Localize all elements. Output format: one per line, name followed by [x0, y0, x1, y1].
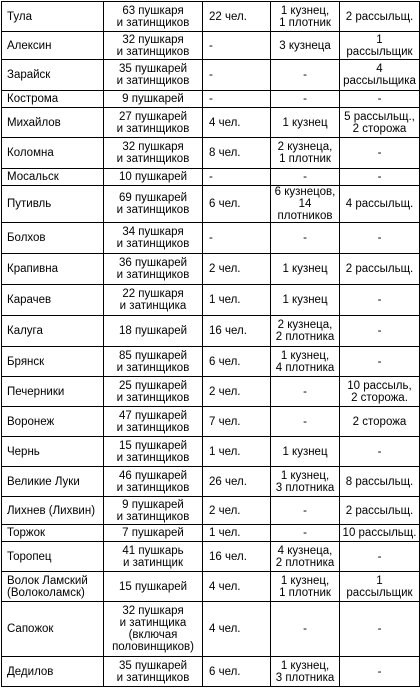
gunners-cell: 36 пушкарей и затинщиков	[104, 254, 203, 285]
table-row	[2, 602, 420, 657]
table-row	[2, 657, 420, 687]
people-cell: -	[203, 169, 271, 186]
people-cell: 22 чел.	[203, 2, 271, 32]
messengers-cell: -	[340, 657, 420, 687]
craftsmen-cell: 1 кузнец, 4 плотника	[271, 347, 340, 377]
city-cell: Алексин	[2, 32, 104, 60]
messengers-cell: 5 рассыльщ., 2 сторожа	[340, 108, 420, 138]
people-cell: 26 чел.	[203, 467, 271, 497]
city-cell: Карачев	[2, 285, 104, 316]
city-cell: Чернь	[2, 437, 104, 467]
people-cell: 2 чел.	[203, 497, 271, 525]
people-cell: -	[203, 91, 271, 108]
city-cell: Болхов	[2, 223, 104, 254]
table-row	[2, 2, 420, 32]
gunners-cell: 32 пушкаря и затинщиков	[104, 138, 203, 169]
people-cell: 6 чел.	[203, 657, 271, 687]
gunners-cell: 41 пушкарь и затинщик	[104, 542, 203, 572]
craftsmen-cell: 4 кузнеца, 2 плотника	[271, 542, 340, 572]
table-row	[2, 138, 420, 169]
city-cell: Дедилов	[2, 657, 104, 687]
messengers-cell: 2 рассыльщ.	[340, 254, 420, 285]
craftsmen-cell: -	[271, 169, 340, 186]
craftsmen-cell: 1 кузнец, 1 плотник	[271, 2, 340, 32]
table-row	[2, 525, 420, 542]
gunners-cell: 35 пушкарей и затинщиков	[104, 60, 203, 91]
gunners-cell: 18 пушкарей	[104, 316, 203, 347]
craftsmen-cell: -	[271, 407, 340, 437]
messengers-cell: -	[340, 347, 420, 377]
messengers-cell: 2 рассыльщ.	[340, 2, 420, 32]
table-row	[2, 437, 420, 467]
people-cell: 2 чел.	[203, 377, 271, 407]
messengers-cell: -	[340, 316, 420, 347]
people-cell: -	[203, 60, 271, 91]
gunners-cell: 15 пушкарей	[104, 572, 203, 602]
table-row	[2, 108, 420, 138]
gunners-cell: 25 пушкарей и затинщиков	[104, 377, 203, 407]
people-cell: -	[203, 32, 271, 60]
messengers-cell: -	[340, 285, 420, 316]
gunners-cell: 22 пушкаря и затинщика	[104, 285, 203, 316]
people-cell: 16 чел.	[203, 316, 271, 347]
gunners-cell: 32 пушкаря и затинщиков	[104, 32, 203, 60]
people-cell: 4 чел.	[203, 572, 271, 602]
table-row	[2, 572, 420, 602]
gunners-cell: 47 пушкарей и затинщиков	[104, 407, 203, 437]
gunners-cell: 35 пушкарей и затинщиков	[104, 657, 203, 687]
table-row	[2, 316, 420, 347]
table-row	[2, 467, 420, 497]
messengers-cell: -	[340, 169, 420, 186]
gunners-cell: 46 пушкарей и затинщиков	[104, 467, 203, 497]
messengers-cell: 10 рассыльщ.	[340, 525, 420, 542]
craftsmen-cell: -	[271, 91, 340, 108]
gunners-cell: 34 пушкаря и затинщиков	[104, 223, 203, 254]
city-cell: Зарайск	[2, 60, 104, 91]
craftsmen-cell: -	[271, 223, 340, 254]
people-cell: 8 чел.	[203, 138, 271, 169]
messengers-cell: 4 рассыльщика	[340, 60, 420, 91]
table-row	[2, 542, 420, 572]
people-cell: 6 чел.	[203, 347, 271, 377]
city-cell: Торжок	[2, 525, 104, 542]
craftsmen-cell: 6 кузнецов, 14 плотников	[271, 186, 340, 223]
craftsmen-cell: 3 кузнеца	[271, 32, 340, 60]
gunners-cell: 63 пушкаря и затинщиков	[104, 2, 203, 32]
city-cell: Воронеж	[2, 407, 104, 437]
table-body	[2, 2, 420, 687]
city-cell: Путивль	[2, 186, 104, 223]
people-cell: 1 чел.	[203, 525, 271, 542]
table-row	[2, 285, 420, 316]
table-row	[2, 32, 420, 60]
city-cell: Печерники	[2, 377, 104, 407]
city-cell: Мосальск	[2, 169, 104, 186]
messengers-cell: 2 сторожа	[340, 407, 420, 437]
people-cell: 7 чел.	[203, 407, 271, 437]
table-row	[2, 91, 420, 108]
craftsmen-cell: 1 кузнец, 1 плотник	[271, 572, 340, 602]
messengers-cell: -	[340, 602, 420, 657]
people-cell: 16 чел.	[203, 542, 271, 572]
gunners-cell: 7 пушкарей	[104, 525, 203, 542]
craftsmen-cell: 1 кузнец	[271, 108, 340, 138]
craftsmen-cell: 1 кузнец	[271, 254, 340, 285]
gunners-cell: 32 пушкаря и затинщика (включая половинщиков)	[104, 602, 203, 657]
table-row	[2, 254, 420, 285]
city-cell: Калуга	[2, 316, 104, 347]
people-cell: 4 чел.	[203, 108, 271, 138]
messengers-cell: -	[340, 437, 420, 467]
messengers-cell: 1 рассыльщик	[340, 572, 420, 602]
city-cell: Великие Луки	[2, 467, 104, 497]
table-row	[2, 169, 420, 186]
messengers-cell: 4 рассыльщ.	[340, 186, 420, 223]
craftsmen-cell: 1 кузнец	[271, 437, 340, 467]
people-cell: 6 чел.	[203, 186, 271, 223]
messengers-cell: -	[340, 542, 420, 572]
gunners-cell: 10 пушкарей	[104, 169, 203, 186]
craftsmen-cell: -	[271, 602, 340, 657]
craftsmen-cell: 1 кузнец, 3 плотника	[271, 657, 340, 687]
messengers-cell: -	[340, 223, 420, 254]
people-cell: 4 чел.	[203, 602, 271, 657]
gunners-cell: 85 пушкарей и затинщиков	[104, 347, 203, 377]
table-row	[2, 377, 420, 407]
table-row	[2, 223, 420, 254]
gunners-cell: 69 пушкарей и затинщиков	[104, 186, 203, 223]
table-row	[2, 186, 420, 223]
table-row	[2, 347, 420, 377]
messengers-cell: 2 рассыльщ.	[340, 497, 420, 525]
city-cell: Сапожок	[2, 602, 104, 657]
craftsmen-cell: -	[271, 497, 340, 525]
messengers-cell: -	[340, 138, 420, 169]
table-row	[2, 497, 420, 525]
city-cell: Кострома	[2, 91, 104, 108]
messengers-cell: 10 рассыль, 2 сторожа.	[340, 377, 420, 407]
messengers-cell: -	[340, 91, 420, 108]
gunners-cell: 9 пушкарей	[104, 91, 203, 108]
city-cell: Коломна	[2, 138, 104, 169]
craftsmen-cell: -	[271, 60, 340, 91]
craftsmen-cell: 1 кузнец, 3 плотника	[271, 467, 340, 497]
city-cell: Тула	[2, 2, 104, 32]
craftsmen-cell: -	[271, 377, 340, 407]
craftsmen-cell: 1 кузнец	[271, 285, 340, 316]
people-cell: 1 чел.	[203, 285, 271, 316]
craftsmen-cell: 2 кузнеца, 1 плотник	[271, 138, 340, 169]
messengers-cell: 1 рассыльщик	[340, 32, 420, 60]
table-row	[2, 407, 420, 437]
gunners-cell: 9 пушкарей и затинщиков	[104, 497, 203, 525]
city-cell: Лихнев (Лихвин)	[2, 497, 104, 525]
city-cell: Михайлов	[2, 108, 104, 138]
people-cell: 2 чел.	[203, 254, 271, 285]
city-cell: Крапивна	[2, 254, 104, 285]
city-cell: Волок Ламский (Волоколамск)	[2, 572, 104, 602]
city-cell: Брянск	[2, 347, 104, 377]
gunners-cell: 27 пушкарей и затинщиков	[104, 108, 203, 138]
garrison-table	[1, 1, 420, 687]
table-row	[2, 60, 420, 91]
craftsmen-cell: -	[271, 525, 340, 542]
gunners-cell: 15 пушкарей и затинщиков	[104, 437, 203, 467]
messengers-cell: 8 рассыльщ.	[340, 467, 420, 497]
city-cell: Торопец	[2, 542, 104, 572]
people-cell: -	[203, 223, 271, 254]
people-cell: 1 чел.	[203, 437, 271, 467]
craftsmen-cell: 2 кузнеца, 2 плотника	[271, 316, 340, 347]
